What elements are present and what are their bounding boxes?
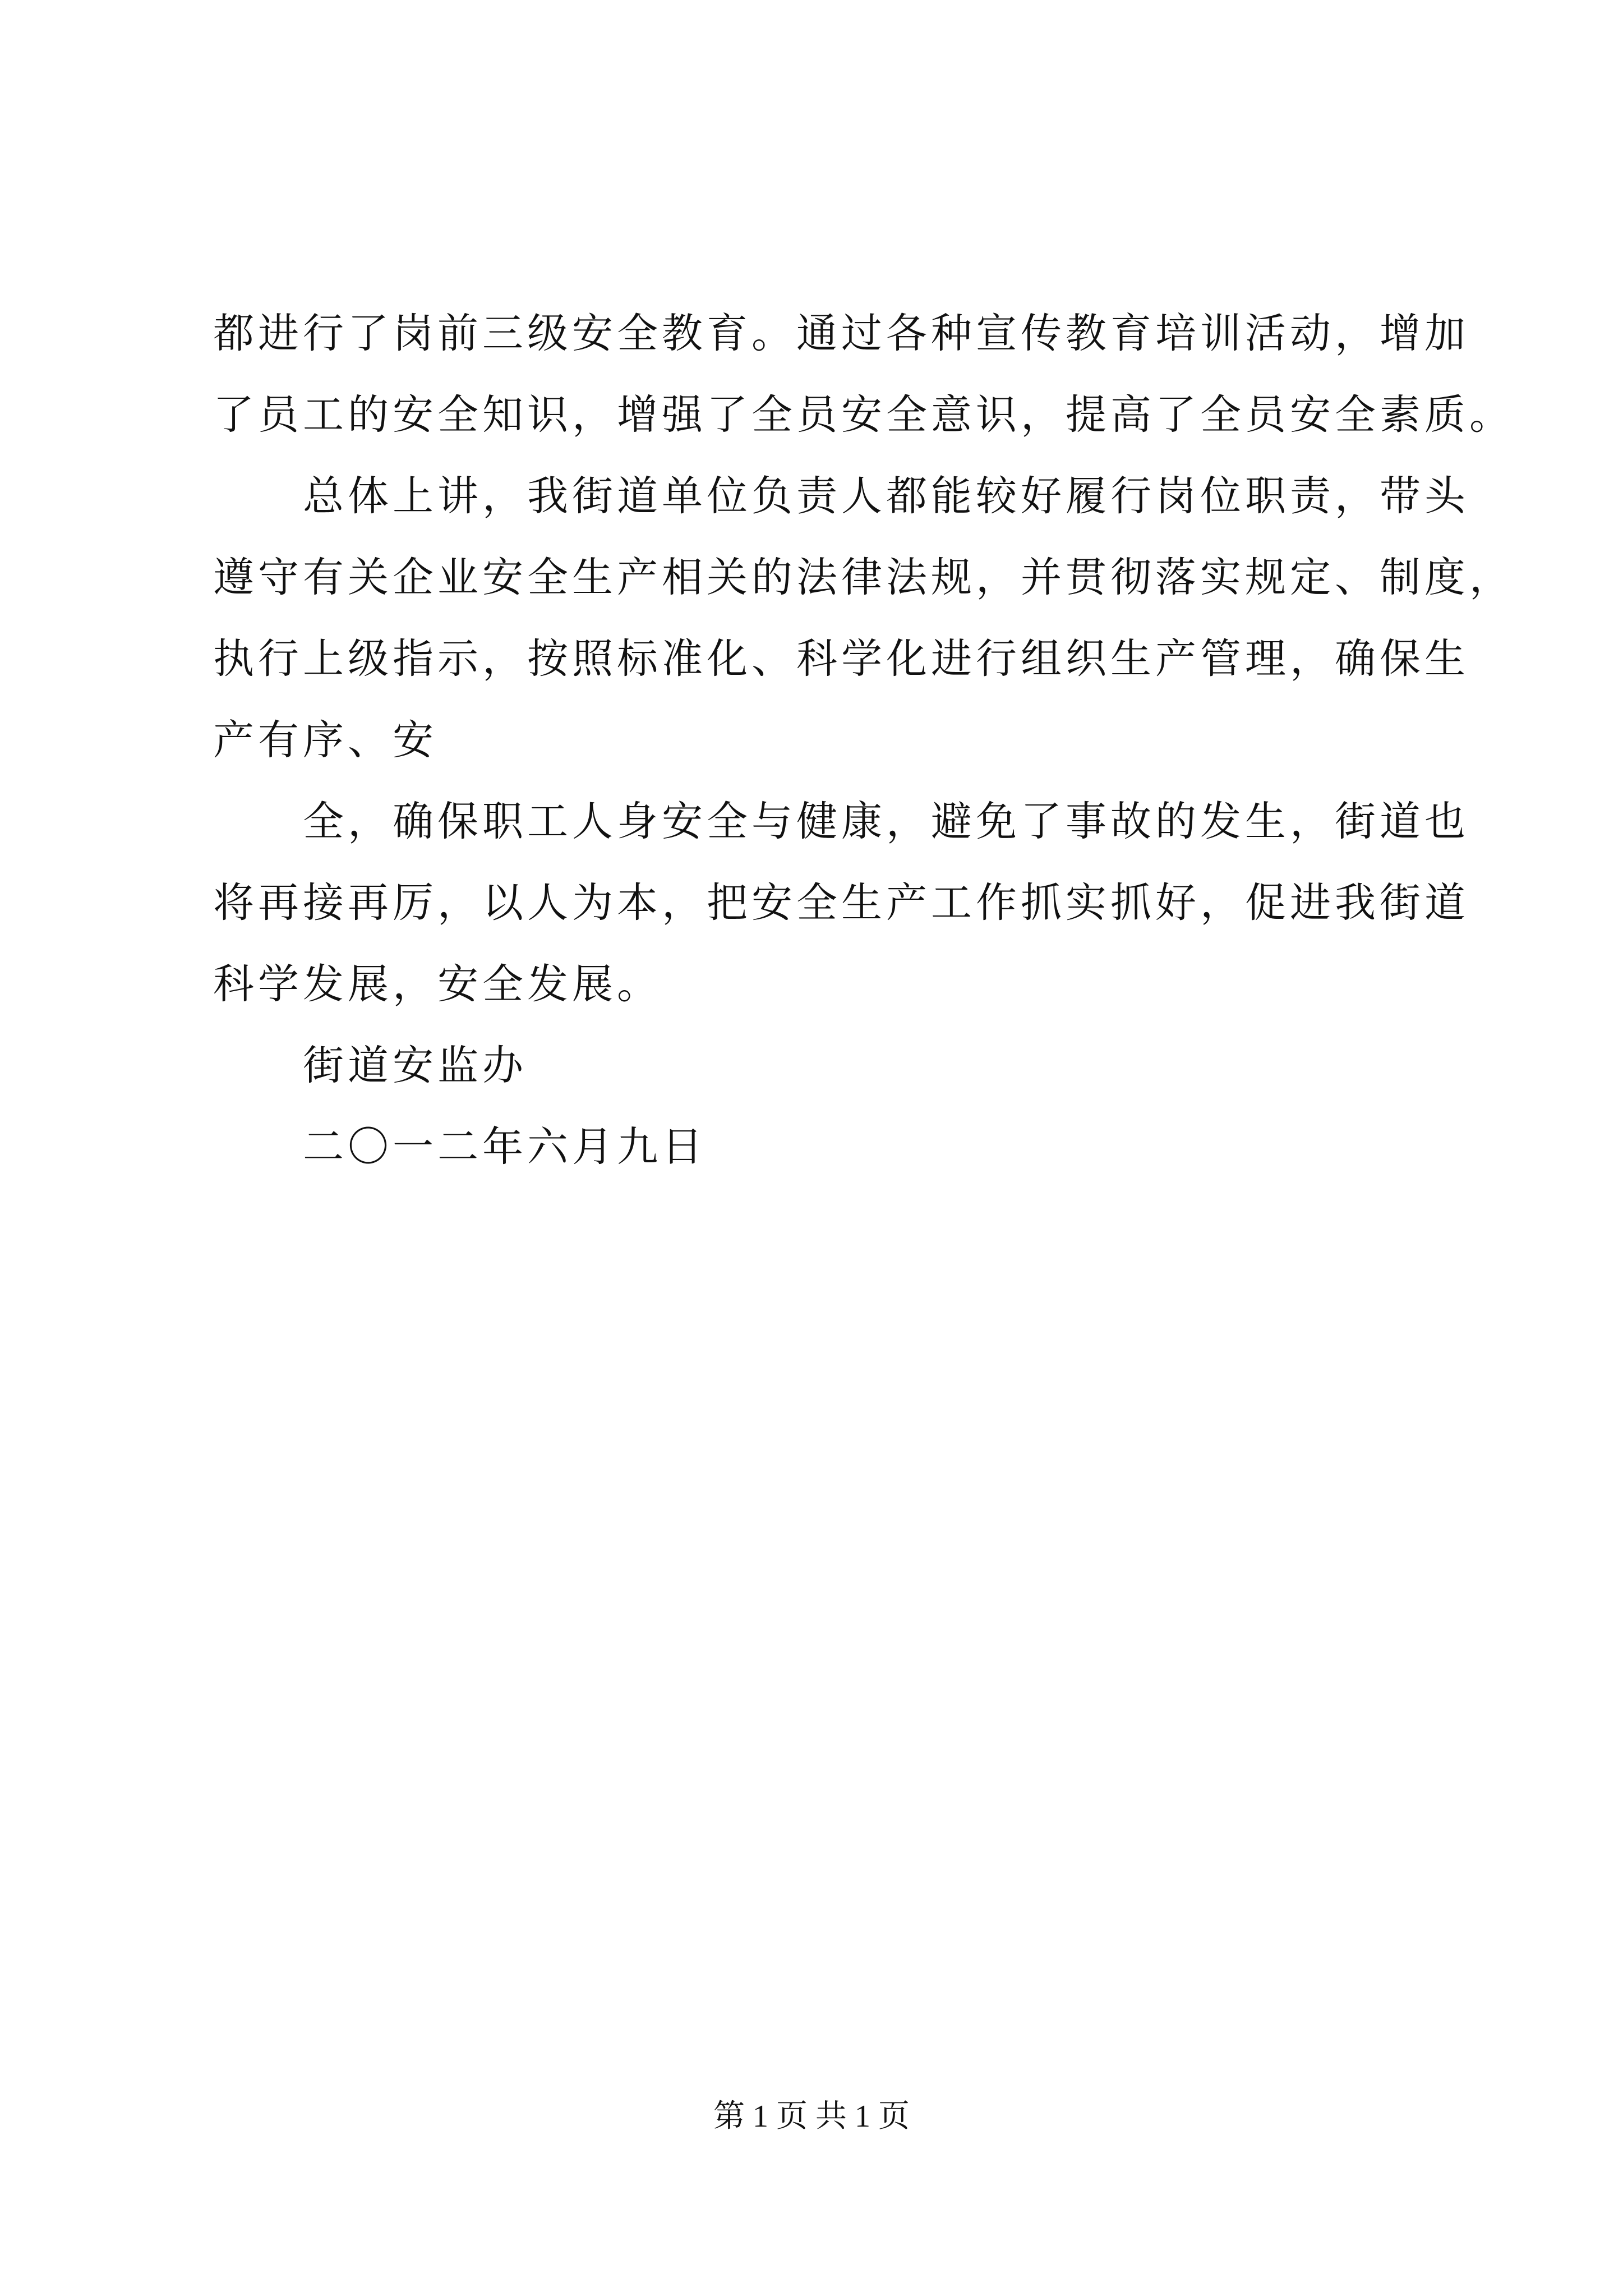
text-line: 执行上级指示，按照标准化、科学化进行组织生产管理，确保生 — [213, 635, 1469, 683]
date-text: 二〇一二年六月九日 — [303, 1123, 707, 1171]
page-footer: 第 1 页 共 1 页 — [713, 2099, 910, 2134]
signature-block — [213, 1025, 1424, 1188]
paragraph-1 — [213, 293, 1514, 455]
text-line: 遵守有关企业安全生产相关的法律法规，并贯彻落实规定、制度， — [213, 554, 1514, 601]
paragraph-2 — [213, 455, 1514, 781]
paragraph-3 — [213, 781, 1469, 1025]
text-line: 了员工的安全知识，增强了全员安全意识，提高了全员安全素质。 — [213, 391, 1514, 439]
text-line: 都进行了岗前三级安全教育。通过各种宣传教育培训活动，增加 — [213, 310, 1469, 357]
signature-text: 街道安监办 — [303, 1042, 527, 1089]
text-line: 产有序、安 — [213, 716, 437, 764]
text-line: 科学发展，安全发展。 — [213, 960, 662, 1008]
document-body — [213, 293, 1514, 1188]
text-line: 全，确保职工人身安全与健康，避免了事故的发生，街道也 — [303, 798, 1469, 845]
text-line: 将再接再厉，以人为本，把安全生产工作抓实抓好，促进我街道 — [213, 879, 1469, 927]
text-line: 总体上讲，我街道单位负责人都能较好履行岗位职责，带头 — [303, 472, 1469, 520]
